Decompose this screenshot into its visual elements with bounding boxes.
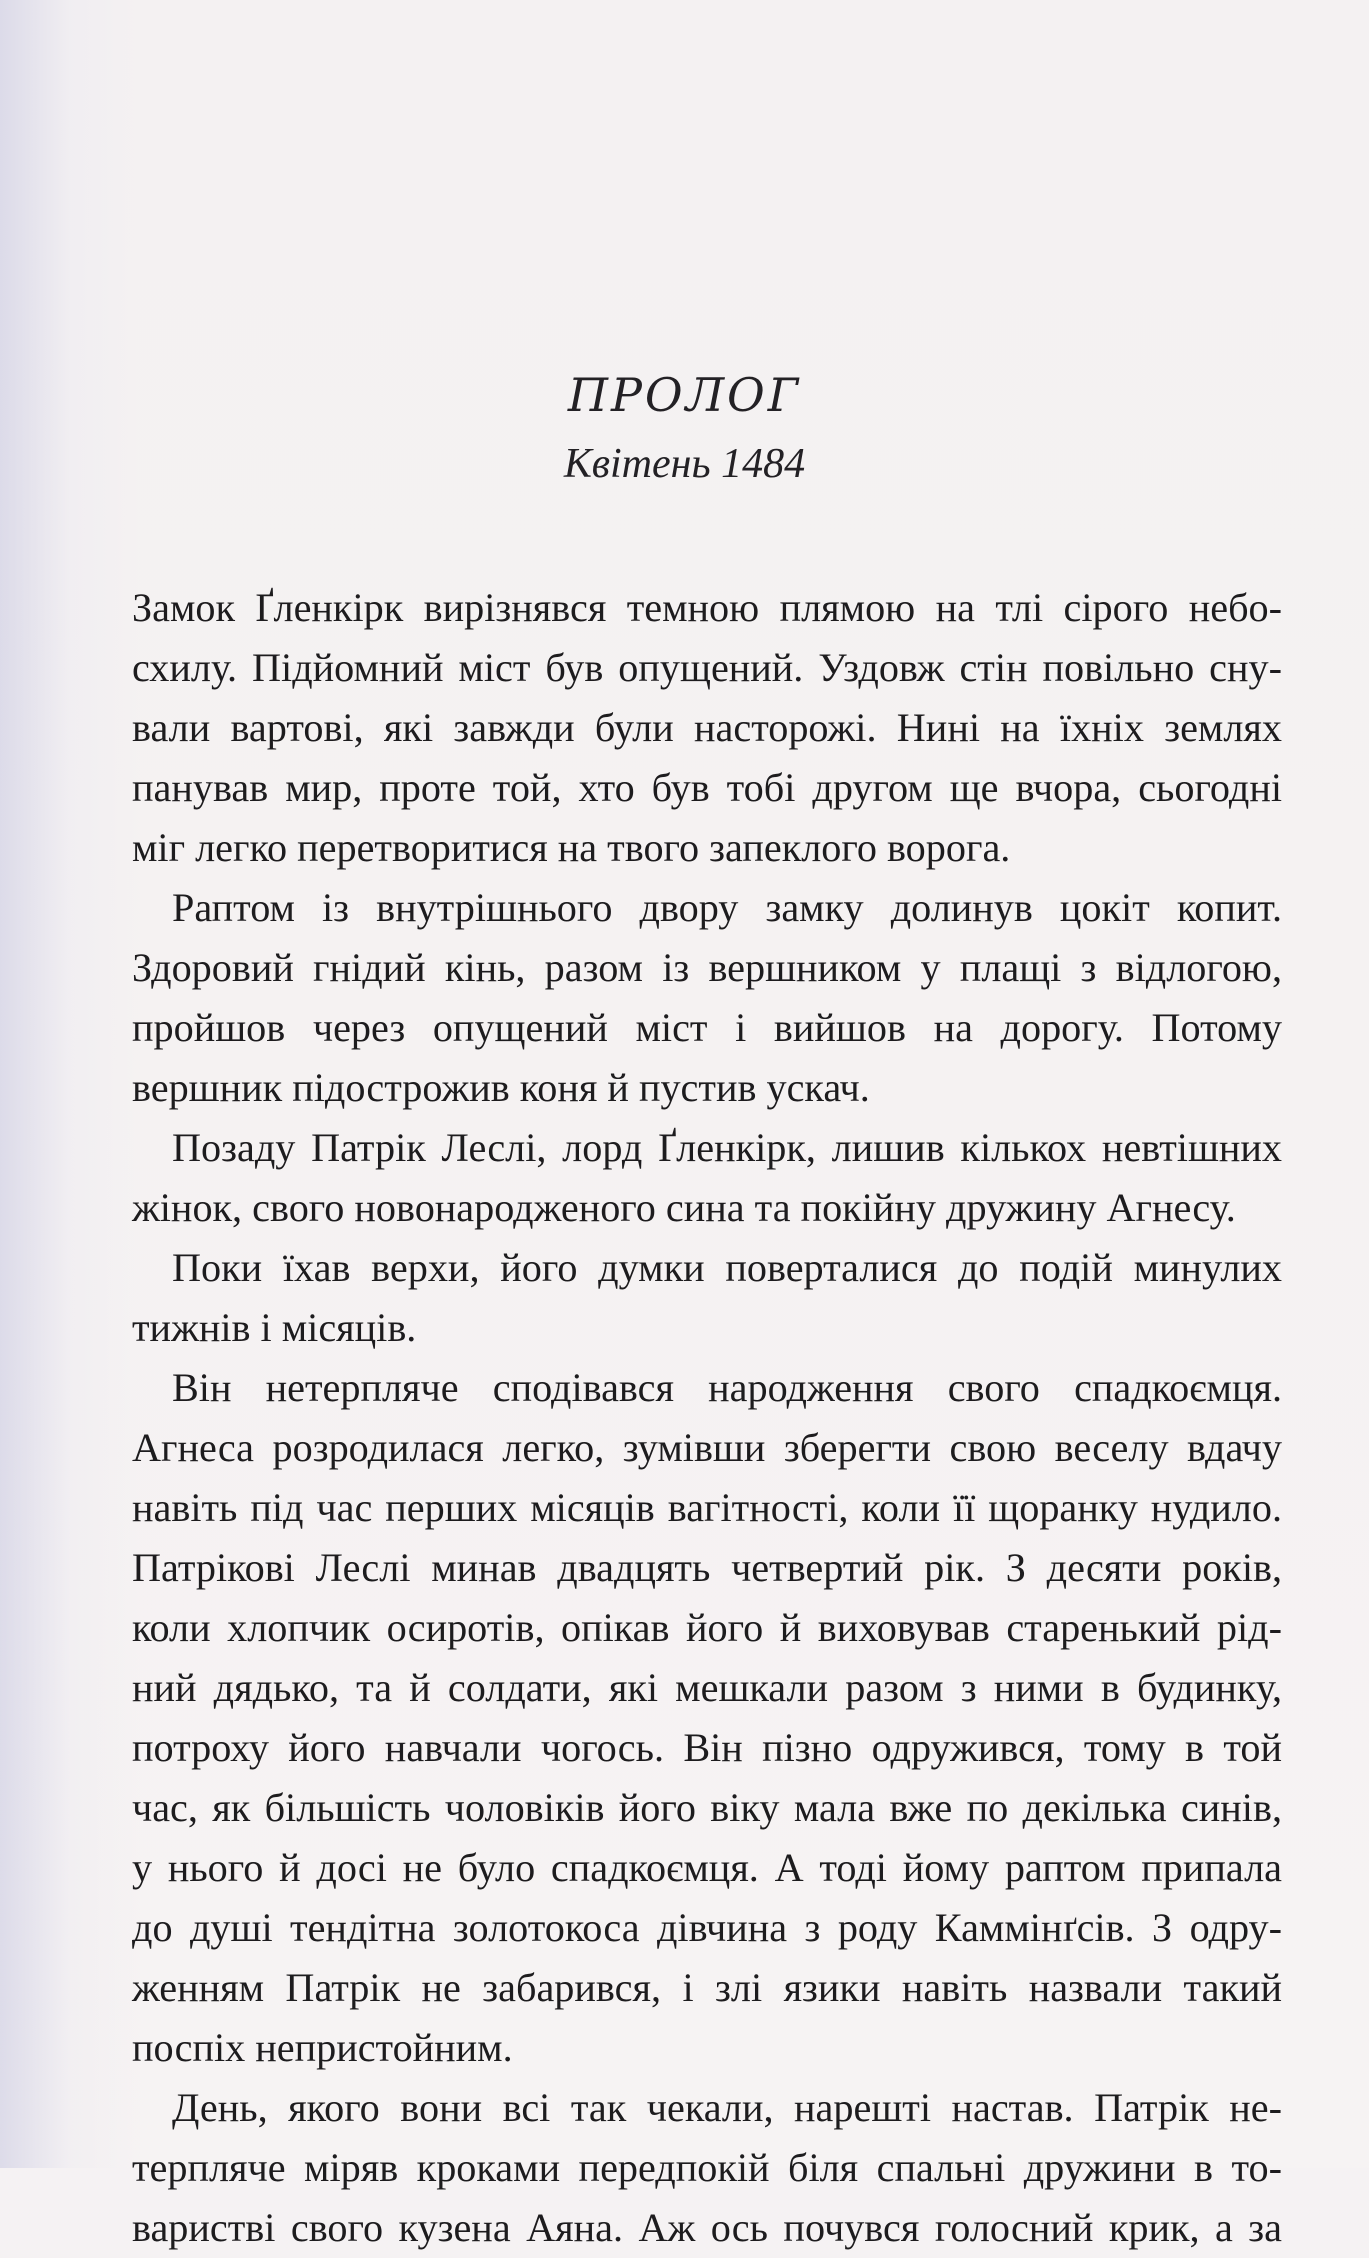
body-text: [132, 578, 1282, 2258]
text-line: у нього й досі не було спадкоємця. А тоді йому раптом припала: [132, 1845, 1282, 1890]
text-line: День, якого вони всі так чекали, нарешті настав. Патрік не-: [172, 2085, 1282, 2130]
paragraph: [132, 1238, 1282, 1358]
text-line: панував мир, проте той, хто був тобі другом ще вчора, сьогодні: [132, 765, 1282, 810]
paragraph: [132, 578, 1282, 878]
text-line: час, як більшість чоловіків його віку мала вже по декілька синів,: [132, 1785, 1282, 1830]
text-line: Агнеса розродилася легко, зумівши зберегти свою веселу вдачу: [132, 1425, 1282, 1470]
text-line: вали вартові, які завжди були насторожі. Нині на їхніх землях: [132, 705, 1282, 750]
text-line: Поки їхав верхи, його думки поверталися до подій минулих: [172, 1245, 1282, 1290]
text-line: женням Патрік не забарився, і злі язики навіть назвали такий: [132, 1965, 1282, 2010]
text-line: ний дядько, та й солдати, які мешкали разом з ними в будинку,: [132, 1665, 1282, 1710]
text-line: жінок, свого новонародженого сина та покійну дружину Агнесу.: [132, 1185, 1236, 1230]
text-line: тижнів і місяців.: [132, 1305, 417, 1350]
text-line: до душі тендітна золотокоса дівчина з роду Каммінґсів. З одру-: [132, 1905, 1282, 1950]
text-line: пройшов через опущений міст і вийшов на дорогу. Потому: [132, 1005, 1282, 1050]
text-line: терпляче міряв кроками передпокій біля спальні дружини в то-: [132, 2145, 1282, 2190]
text-line: Замок Ґленкірк вирізнявся темною плямою на тлі сірого небо-: [132, 585, 1282, 630]
text-line: вершник підострожив коня й пустив ускач.: [132, 1065, 870, 1110]
text-line: міг легко перетворитися на твого запеклого ворога.: [132, 825, 1011, 870]
text-line: Позаду Патрік Леслі, лорд Ґленкірк, лишив кількох невтішних: [172, 1125, 1282, 1170]
paragraph: [132, 1358, 1282, 2078]
text-line: Здоровий гнідий кінь, разом із вершником у плащі з відлогою,: [132, 945, 1282, 990]
chapter-title: ПРОЛОГ: [567, 368, 802, 422]
text-line: Раптом із внутрішнього двору замку долинув цокіт копит.: [172, 885, 1282, 930]
text-line: поспіх непристойним.: [132, 2025, 513, 2070]
chapter-date: Квітень 1484: [563, 441, 806, 487]
text-line: схилу. Підйомний міст був опущений. Уздовж стін повільно сну-: [132, 645, 1282, 690]
text-line: Патрікові Леслі минав двадцять четвертий рік. З десяти років,: [132, 1545, 1282, 1590]
paragraph: [132, 878, 1282, 1118]
text-line: Він нетерпляче сподівався народження свого спадкоємця.: [172, 1365, 1282, 1410]
text-line: варистві свого кузена Аяна. Аж ось почувся голосний крик, а за: [132, 2205, 1282, 2250]
paragraph: [132, 2078, 1282, 2258]
text-line: потроху його навчали чогось. Він пізно одружився, тому в той: [132, 1725, 1282, 1770]
text-line: навіть під час перших місяців вагітності, коли її щоранку нудило.: [132, 1485, 1282, 1530]
paragraph: [132, 1118, 1282, 1238]
text-line: коли хлопчик осиротів, опікав його й виховував старенький рід-: [132, 1605, 1282, 1650]
